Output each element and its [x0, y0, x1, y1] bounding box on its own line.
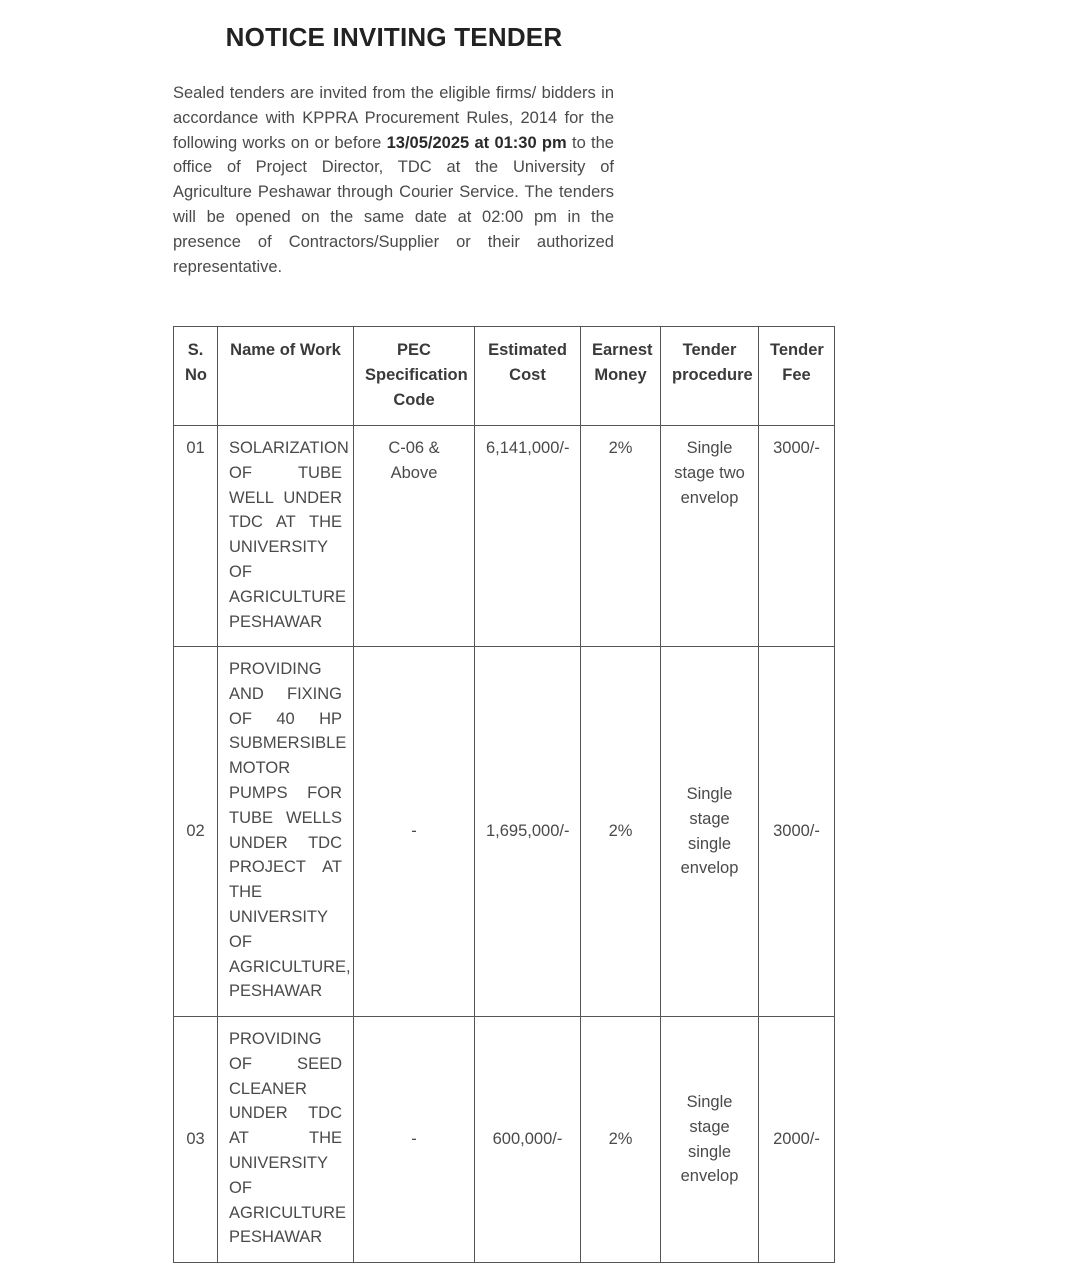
cell-pec-code: C-06 & Above [354, 426, 475, 647]
intro-text-part1: Sealed tenders are invited from the eligible firms/ bidders in accordance with KPPRA Procurement Rules, 2014 for the following works on or before [173, 84, 614, 152]
header-tender-procedure: Tender procedure [661, 327, 759, 426]
header-tender-fee: Tender Fee [759, 327, 835, 426]
cell-pec-code: - [354, 1017, 475, 1263]
intro-text-part2: to the office of Project Director, TDC at the University of Agriculture Peshawar through Courier Service. The tenders will be opened on the same date at 02:00 pm in the presence of Contractors/Supplier or their authorized representative. [173, 133, 614, 276]
tender-table [173, 326, 835, 1263]
table-row [174, 426, 835, 647]
header-pec-code: PEC Specification Code [354, 327, 475, 426]
cell-tender-procedure: Single stage single envelop [661, 647, 759, 1017]
cell-earnest-money: 2% [581, 1017, 661, 1263]
header-earnest-money: Earnest Money [581, 327, 661, 426]
cell-earnest-money: 2% [581, 426, 661, 647]
intro-paragraph [173, 81, 614, 279]
cell-sno: 03 [174, 1017, 218, 1263]
page-title: NOTICE INVITING TENDER [225, 22, 563, 52]
cell-name-of-work: PROVIDING AND FIXING OF 40 HP SUBMERSIBLE MOTOR PUMPS FOR TUBE WELLS UNDER TDC PROJECT AT THE UNIVERSITY OF AGRICULTURE, PESHAWAR [218, 647, 354, 1017]
cell-tender-procedure: Single stage two envelop [661, 426, 759, 647]
cell-tender-fee: 2000/- [759, 1017, 835, 1263]
cell-estimated-cost: 6,141,000/- [475, 426, 581, 647]
header-estimated-cost: Estimated Cost [475, 327, 581, 426]
cell-name-of-work: PROVIDING OF SEED CLEANER UNDER TDC AT THE UNIVERSITY OF AGRICULTURE PESHAWAR [218, 1017, 354, 1263]
cell-tender-procedure: Single stage single envelop [661, 1017, 759, 1263]
header-sno: S. No [174, 327, 218, 426]
cell-earnest-money: 2% [581, 647, 661, 1017]
cell-name-of-work: SOLARIZATION OF TUBE WELL UNDER TDC AT THE UNIVERSITY OF AGRICULTURE PESHAWAR [218, 426, 354, 647]
table-header-row [174, 327, 835, 426]
cell-sno: 01 [174, 426, 218, 647]
cell-tender-fee: 3000/- [759, 426, 835, 647]
cell-estimated-cost: 600,000/- [475, 1017, 581, 1263]
cell-tender-fee: 3000/- [759, 647, 835, 1017]
table-row [174, 1017, 835, 1263]
cell-pec-code: - [354, 647, 475, 1017]
deadline-text: 13/05/2025 at 01:30 pm [386, 133, 567, 152]
cell-sno: 02 [174, 647, 218, 1017]
cell-estimated-cost: 1,695,000/- [475, 647, 581, 1017]
header-name-of-work: Name of Work [218, 327, 354, 426]
table-row [174, 647, 835, 1017]
